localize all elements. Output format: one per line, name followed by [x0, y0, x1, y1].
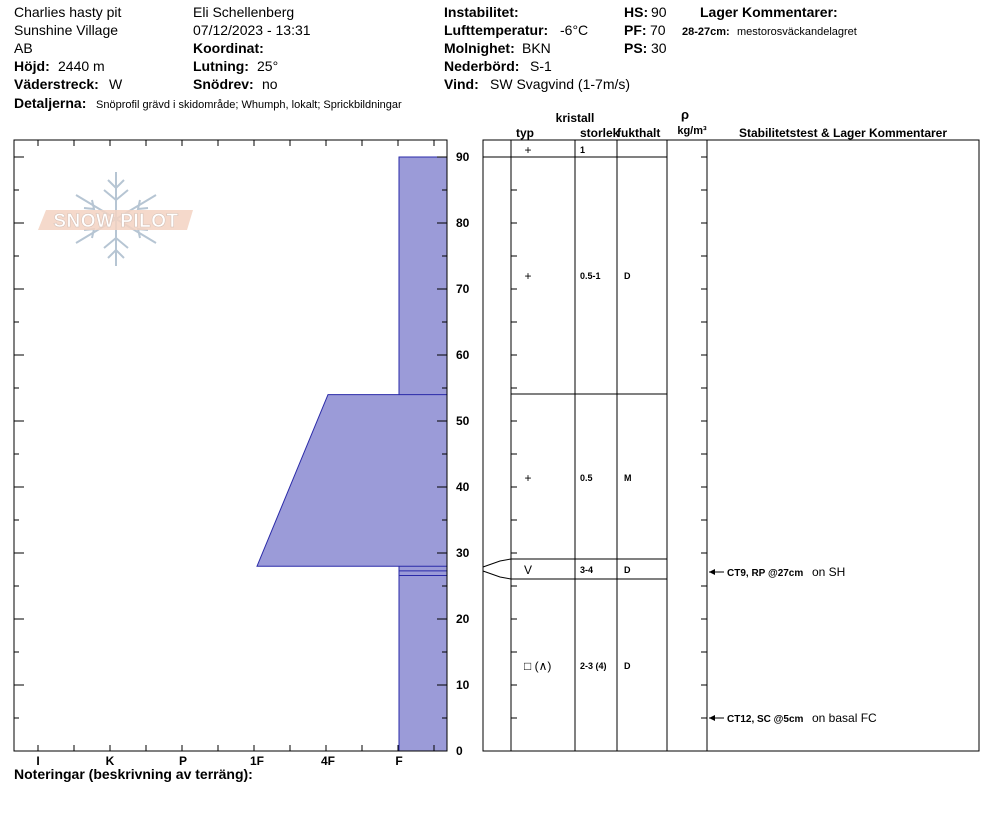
row-4-moisture: D: [624, 565, 631, 575]
row-2-moisture: D: [624, 271, 631, 281]
layer-comment-text: mestorosväckandelagret: [737, 26, 857, 38]
air-temp-label: Lufttemperatur:: [444, 22, 549, 38]
depth-label: 50: [456, 414, 470, 428]
air-temp-value: -6°C: [560, 22, 589, 38]
drift-value: no: [262, 76, 278, 92]
row-3-type: +: [524, 471, 532, 485]
observer: Eli Schellenberg: [193, 4, 295, 20]
header-type: typ: [516, 126, 534, 140]
depth-label: 80: [456, 216, 470, 230]
row-2-type: +: [524, 269, 532, 283]
hardness-tick-label: F: [395, 754, 403, 768]
sky-value: BKN: [522, 40, 551, 56]
test-2-result: CT12, SC @5cm: [727, 714, 804, 725]
notes-label: Noteringar (beskrivning av terräng):: [14, 766, 253, 782]
row-2-size: 0.5-1: [580, 271, 601, 281]
depth-label: 10: [456, 678, 470, 692]
row-3-moisture: M: [624, 473, 632, 483]
header-density-unit: kg/m³: [677, 125, 707, 137]
test-1-result: CT9, RP @27cm: [727, 568, 804, 579]
pf-label: PF:: [624, 22, 647, 38]
row-5-type: □ (∧): [524, 659, 552, 673]
hs-label: HS:: [624, 4, 649, 20]
slope-label: Lutning:: [193, 58, 249, 74]
precip-value: S-1: [530, 58, 552, 74]
wind-label: Vind:: [444, 76, 479, 92]
hardness-tick-label: P: [178, 754, 188, 768]
pf-value: 70: [650, 22, 666, 38]
aspect-label: Väderstreck:: [14, 76, 99, 92]
coordinate-label: Koordinat:: [193, 40, 264, 56]
header-density-symbol: ρ: [680, 107, 690, 122]
region: AB: [14, 40, 33, 56]
hardness-bar-slab: [257, 395, 447, 567]
profile-table: [483, 140, 979, 751]
ps-label: PS:: [624, 40, 648, 56]
datetime: 07/12/2023 - 13:31: [193, 22, 311, 38]
logo-text: SNOW PILOT: [53, 211, 179, 232]
header-comments: Stabilitetstest & Lager Kommentarer: [738, 126, 948, 140]
depth-label: 90: [456, 150, 470, 164]
drift-label: Snödrev:: [193, 76, 254, 92]
pit-name: Charlies hasty pit: [14, 4, 122, 20]
header-crystal: kristall: [555, 111, 595, 125]
depth-label: 30: [456, 546, 470, 560]
details-label: Detaljerna:: [14, 95, 87, 111]
row-5-size: 2-3 (4): [580, 661, 607, 671]
hardness-tick-label: 4F: [320, 754, 336, 768]
test-2-note: on basal FC: [812, 711, 877, 725]
depth-label: 40: [456, 480, 470, 494]
sky-label: Molnighet:: [444, 40, 515, 56]
row-1-size: 1: [580, 145, 586, 155]
wind-value: SW Svagvind (1-7m/s): [490, 76, 631, 92]
row-4-size: 3-4: [580, 565, 594, 575]
depth-label: 0: [456, 744, 463, 758]
arrow-icon: [709, 715, 724, 721]
location: Sunshine Village: [14, 22, 119, 38]
arrow-icon: [709, 569, 724, 575]
test-1-note: on SH: [812, 565, 846, 579]
elevation-label: Höjd:: [14, 58, 50, 74]
ps-value: 30: [651, 40, 667, 56]
slope-value: 25°: [257, 58, 279, 74]
row-5-moisture: D: [624, 661, 631, 671]
hardness-tick-label: K: [105, 754, 115, 768]
row-4-type: V: [523, 563, 533, 577]
precip-label: Nederbörd:: [444, 58, 520, 74]
hardness-tick-label: 1F: [249, 754, 265, 768]
instability-label: Instabilitet:: [444, 4, 519, 20]
depth-label: 70: [456, 282, 470, 296]
header-moisture: fukthalt: [617, 126, 661, 140]
row-1-type: +: [524, 143, 532, 157]
layer-comment-depth: 28-27cm:: [682, 26, 730, 38]
hs-value: 90: [651, 4, 667, 20]
depth-label: 60: [456, 348, 470, 362]
row-3-size: 0.5: [580, 473, 593, 483]
aspect-value: W: [109, 76, 123, 92]
header-size: storlek: [580, 126, 620, 140]
hardness-tick-label: I: [36, 754, 40, 768]
depth-label: 20: [456, 612, 470, 626]
details-text: Snöprofil grävd i skidområde; Whumph, lokalt; Sprickbildningar: [96, 99, 402, 111]
layer-comments-label: Lager Kommentarer:: [700, 4, 838, 20]
elevation-value: 2440 m: [58, 58, 105, 74]
